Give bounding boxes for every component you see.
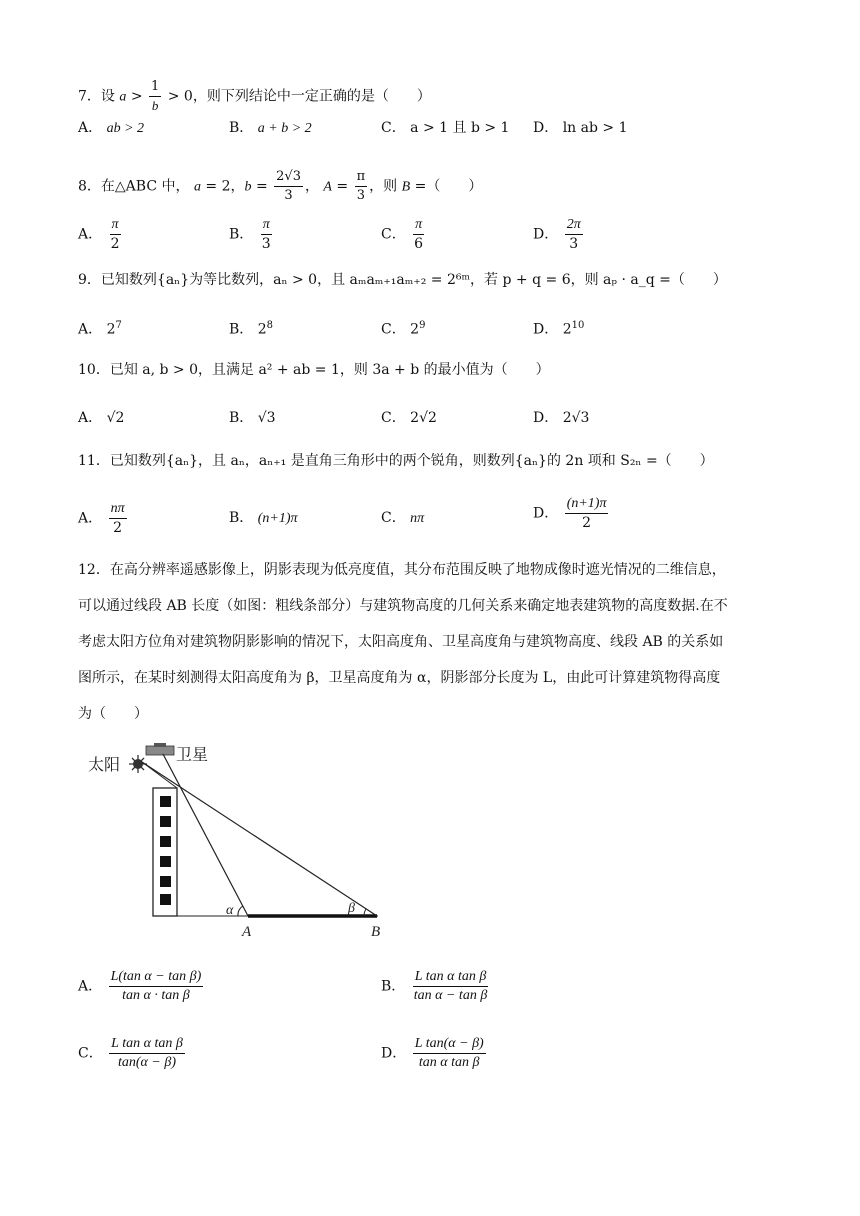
- q10-option-d[interactable]: D． 2√3: [533, 410, 590, 426]
- q10-option-b[interactable]: B． √3: [229, 410, 276, 426]
- q10-option-a[interactable]: A． √2: [78, 410, 125, 426]
- sun-ray-top: [142, 762, 177, 788]
- q12-line: 12．在高分辨率遥感影像上，阴影表现为低亮度值，其分布范围反映了地物成像时遮光情况的二维信息，: [78, 562, 726, 578]
- q12-option-b[interactable]: B． $\frac{\text{L tan α tan β}}{\text{tan α − tan β}}$: [381, 969, 488, 1003]
- q12-option-a[interactable]: A． $\frac{\text{L(tan α − tan β)}}{\text{tan α · tan β}}$: [78, 969, 202, 1003]
- q11-option-d[interactable]: D． $\frac{(n+1)\pi}{2}$: [533, 496, 607, 531]
- alpha-label: α: [226, 903, 234, 918]
- beta-label: β: [348, 901, 355, 916]
- q9-stem: 9．已知数列{aₙ}为等比数列，aₙ > 0，且 aₘaₘ₊₁aₘ₊₂ = 2⁶ᵐ，若 p + q = 6，则 aₚ · a_q =（ ）: [78, 272, 727, 288]
- q7-option-a[interactable]: A． ab > 2: [78, 120, 145, 136]
- q12-option-d[interactable]: D． $\frac{\text{L tan(α − β)}}{\text{tan α tan β}}$: [381, 1036, 484, 1070]
- q7-option-d[interactable]: D． ln ab > 1: [533, 120, 628, 136]
- q9-option-b[interactable]: B． $2^8$: [229, 320, 274, 338]
- q12-stem: [78, 552, 798, 732]
- q9-option-c[interactable]: C． $2^9$: [381, 320, 426, 338]
- q8-stem: 8．在△ABC 中， a = 2，b = $\frac{2√3}{3}$ ， A = $\frac{\pi}{3}$ ，则 B =（ ）: [78, 169, 483, 203]
- q7-option-c[interactable]: C． a > 1 且 b > 1: [381, 120, 510, 136]
- q9-option-a[interactable]: A． $2^7$: [78, 320, 122, 338]
- q8-option-c[interactable]: C． $\frac{\pi}{6}$: [381, 217, 424, 252]
- q11-stem: 11．已知数列{aₙ}，且 aₙ，aₙ₊₁ 是直角三角形中的两个锐角，则数列{aₙ}的 2n 项和 S₂ₙ =（ ）: [78, 453, 714, 469]
- q12-option-c[interactable]: C． $\frac{\text{L tan α tan β}}{\tan(\alpha - \beta)}$: [78, 1036, 183, 1070]
- q10-option-c[interactable]: C． 2√2: [381, 410, 437, 426]
- q8-option-d[interactable]: D． $\frac{2\pi}{3}$: [533, 217, 581, 252]
- q7-option-b[interactable]: B． a + b > 2: [229, 120, 312, 136]
- satellite-icon: [146, 743, 174, 755]
- q11-option-b[interactable]: B． (n+1)π: [229, 510, 298, 526]
- q7-stem: 7．设 a > $\frac{1}{b}$ > 0，则下列结论中一定正确的是（ ）: [78, 79, 431, 113]
- q12-line: 为（ ）: [78, 706, 148, 722]
- q12-line: 可以通过线段 AB 长度（如图：粗线条部分）与建筑物高度的几何关系来确定地表建筑物的高度数据.在不: [78, 598, 728, 614]
- point-b-label: B: [371, 924, 381, 940]
- satellite-label: 卫星: [176, 745, 209, 764]
- q12-line: 考虑太阳方位角对建筑物阴影影响的情况下，太阳高度角、卫星高度角与建筑物高度、线段 AB 的关系如: [78, 634, 724, 650]
- alpha-arc: [238, 906, 243, 916]
- q8-option-b[interactable]: B． $\frac{\pi}{3}$: [229, 217, 271, 252]
- q11-option-a[interactable]: A． $\frac{n\pi}{2}$: [78, 501, 125, 536]
- q10-stem: 10．已知 a, b > 0，且满足 a² + ab = 1，则 3a + b 的最小值为（ ）: [78, 362, 550, 378]
- q12-line: 图所示，在某时刻测得太阳高度角为 β，卫星高度角为 α，阴影部分长度为 L，由此可计算建筑物得高度: [78, 670, 721, 686]
- point-a-label: A: [242, 924, 252, 940]
- q9-option-d[interactable]: D． $2^{10}$: [533, 320, 585, 338]
- q12-figure: [80, 740, 400, 945]
- q11-option-c[interactable]: C． nπ: [381, 510, 425, 526]
- sun-label: 太阳: [88, 755, 121, 774]
- q8-option-a[interactable]: A． $\frac{\pi}{2}$: [78, 217, 120, 252]
